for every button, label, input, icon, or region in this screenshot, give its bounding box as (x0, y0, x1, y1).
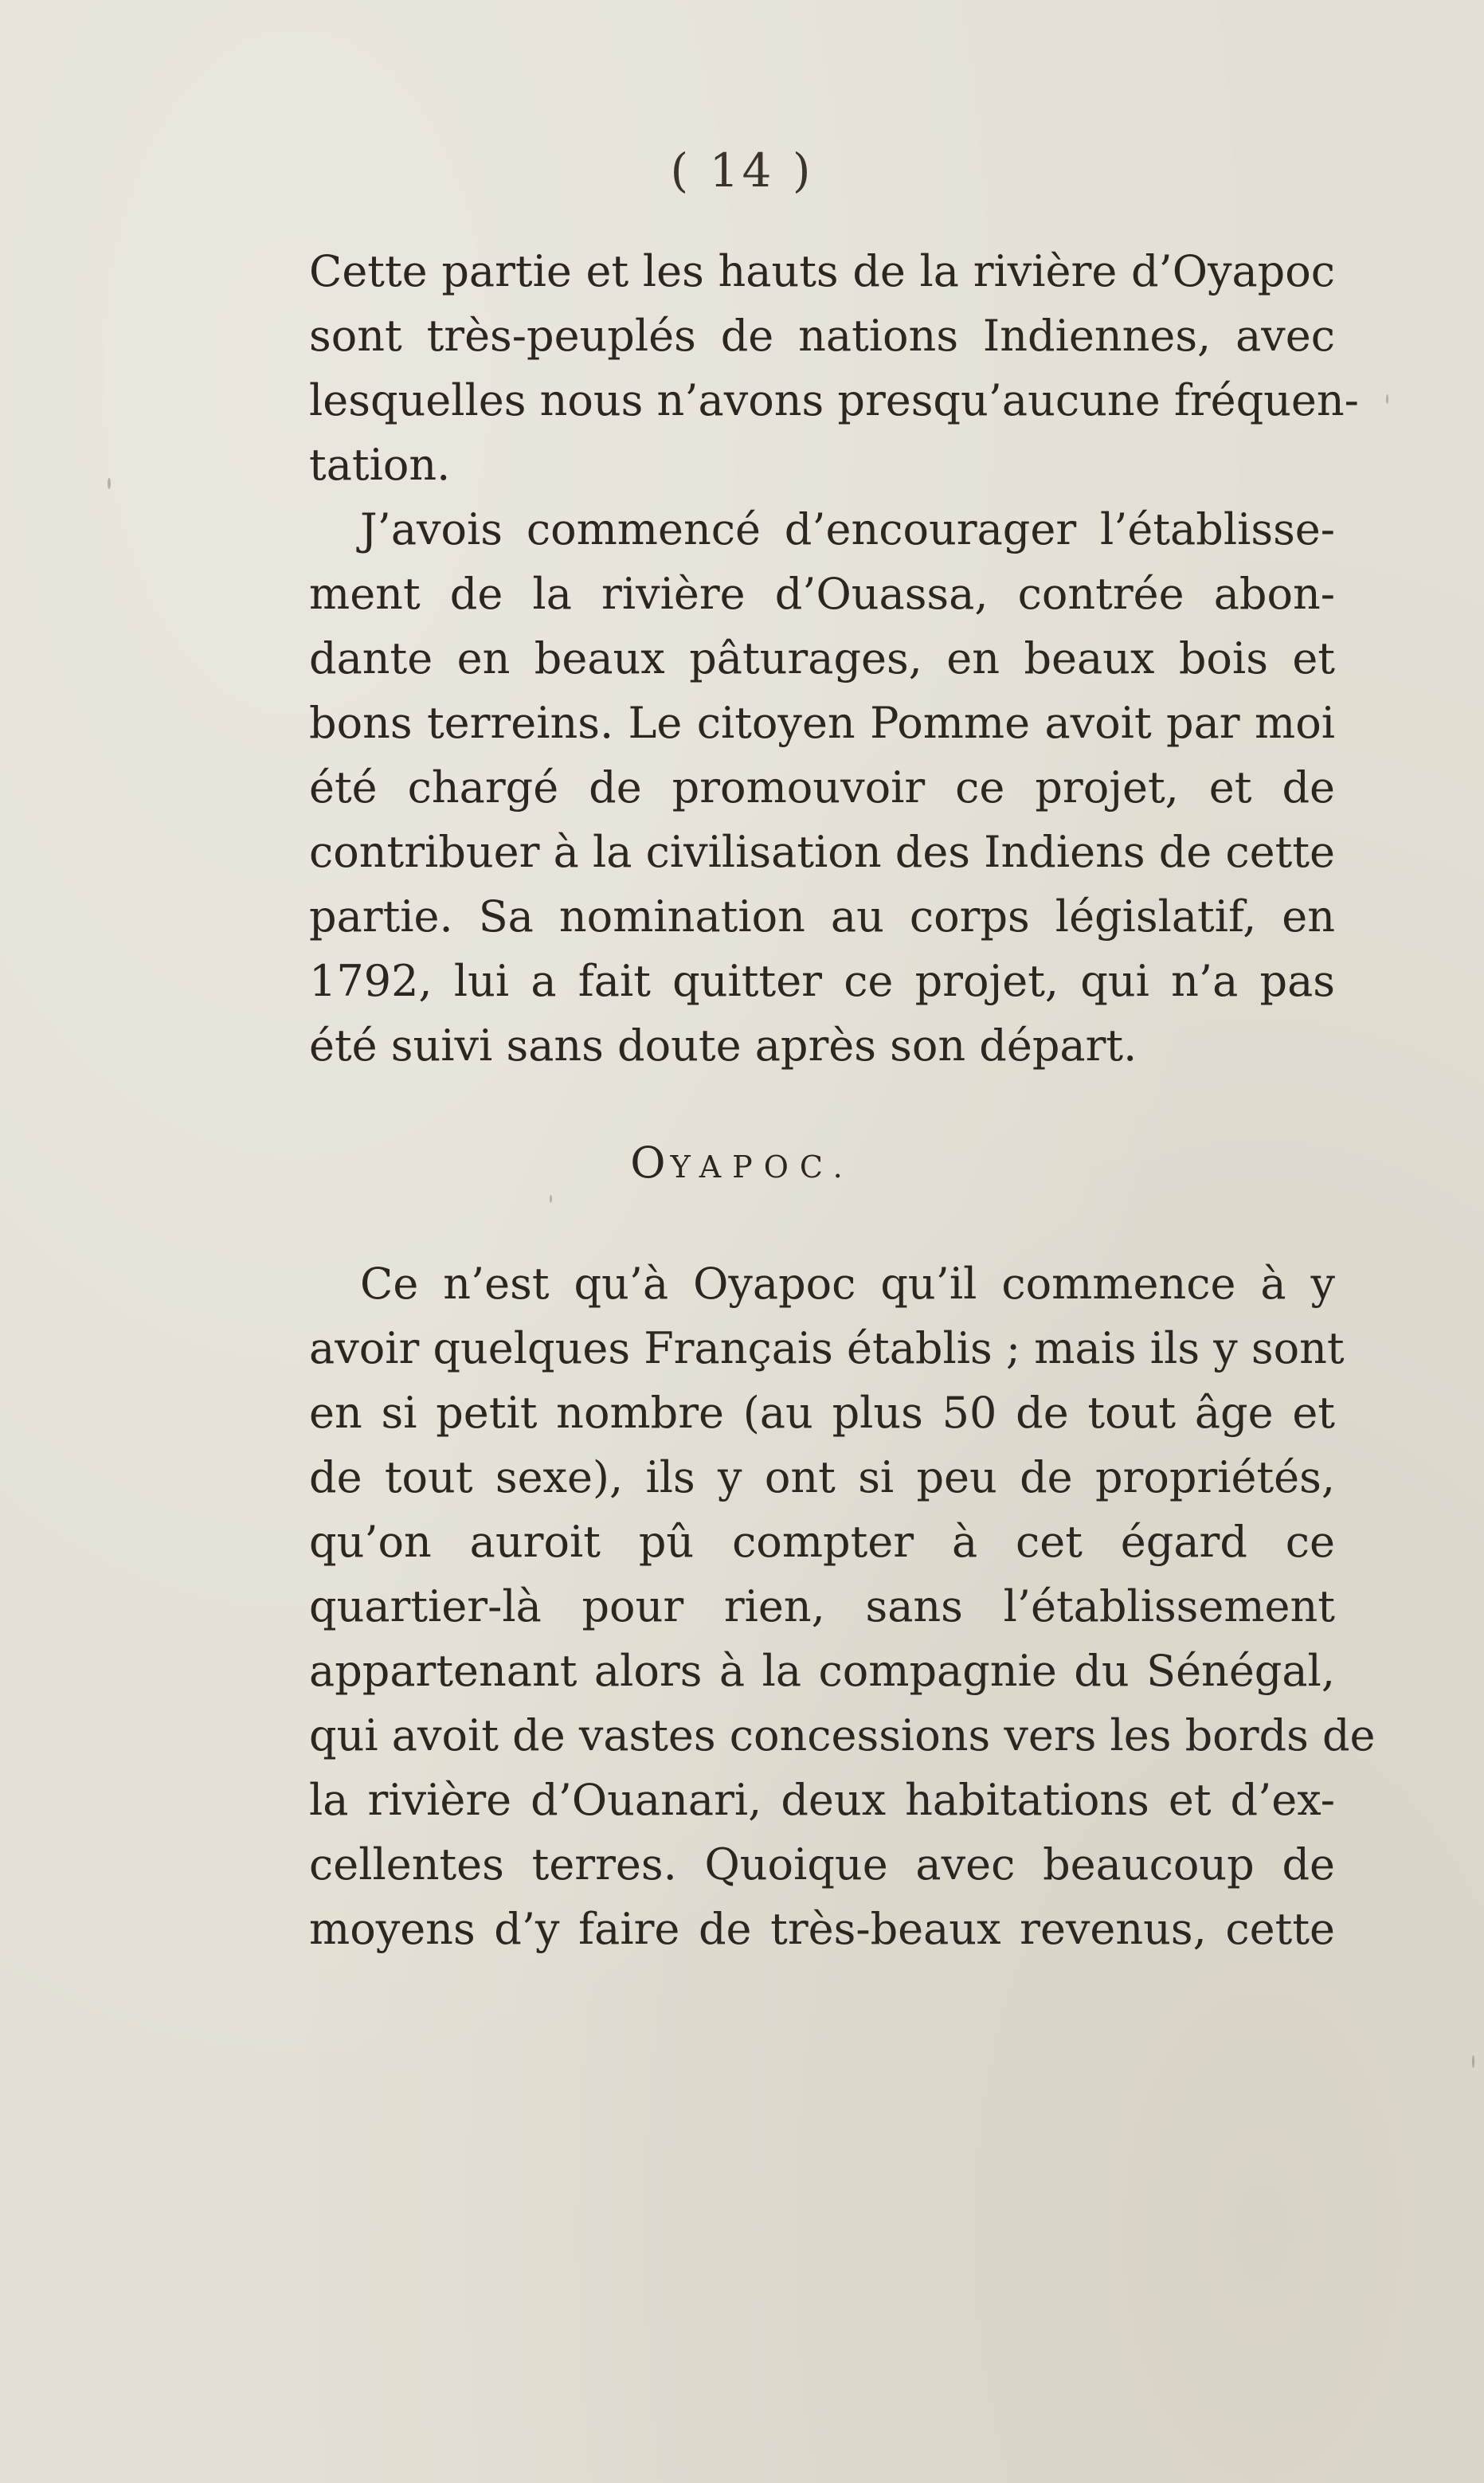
text-line: qu’on auroit pû compter à cet égard ce (309, 1517, 1335, 1567)
text-line: contribuer à la civilisation des Indiens de cette (309, 827, 1335, 877)
text-line: été chargé de promouvoir ce projet, et de (309, 762, 1335, 813)
text-line: été suivi sans doute après son départ. (309, 1020, 1137, 1071)
text-line: Cette partie et les hauts de la rivière d’Oyapoc (309, 246, 1335, 296)
text-line: cellentes terres. Quoique avec beaucoup de (309, 1839, 1335, 1890)
text-line: 1792, lui a fait quitter ce projet, qui n’a pas (309, 956, 1335, 1006)
text-line: ment de la rivière d’Ouassa, contrée abon- (309, 569, 1335, 619)
text-line: partie. Sa nomination au corps législatif, en (309, 891, 1335, 942)
page-number: ( 14 ) (670, 143, 814, 198)
paper-speck (108, 478, 111, 489)
text-line: qui avoit de vastes concessions vers les bords de (309, 1710, 1376, 1760)
text-line: avoir quelques Français établis ; mais ils y sont (309, 1323, 1345, 1373)
paragraph-ouassa (309, 497, 1335, 1078)
paragraph-oyapoc-nations (309, 239, 1359, 497)
heading-initial: O (630, 1138, 671, 1188)
paper-speck (1472, 2055, 1474, 2068)
heading-small-caps: YAPOC. (670, 1149, 854, 1185)
text-line: appartenant alors à la compagnie du Sénégal, (309, 1646, 1335, 1696)
text-line: dante en beaux pâturages, en beaux bois et (309, 633, 1335, 683)
paragraph-oyapoc-settlers (309, 1251, 1376, 1961)
text-line: J’avois commencé d’encourager l’établisse- (360, 504, 1335, 554)
text-line: Ce n’est qu’à Oyapoc qu’il commence à y (360, 1259, 1335, 1309)
text-line: en si petit nombre (au plus 50 de tout âge et (309, 1388, 1335, 1438)
text-line: tation. (309, 440, 451, 490)
paper-speck (550, 1195, 552, 1203)
section-heading-oyapoc (0, 1138, 1484, 1188)
text-line: lesquelles nous n’avons presqu’aucune fréquen- (309, 375, 1359, 425)
text-line: la rivière d’Ouanari, deux habitations et d’ex- (309, 1775, 1335, 1825)
text-line: quartier-là pour rien, sans l’établissement (309, 1581, 1335, 1631)
text-line: sont très-peuplés de nations Indiennes, avec (309, 311, 1335, 361)
paper-speck (1386, 394, 1388, 404)
text-line: bons terreins. Le citoyen Pomme avoit par moi (309, 698, 1335, 748)
text-line: de tout sexe), ils y ont si peu de propriétés, (309, 1452, 1335, 1502)
text-line: moyens d’y faire de très-beaux revenus, cette (309, 1904, 1335, 1954)
